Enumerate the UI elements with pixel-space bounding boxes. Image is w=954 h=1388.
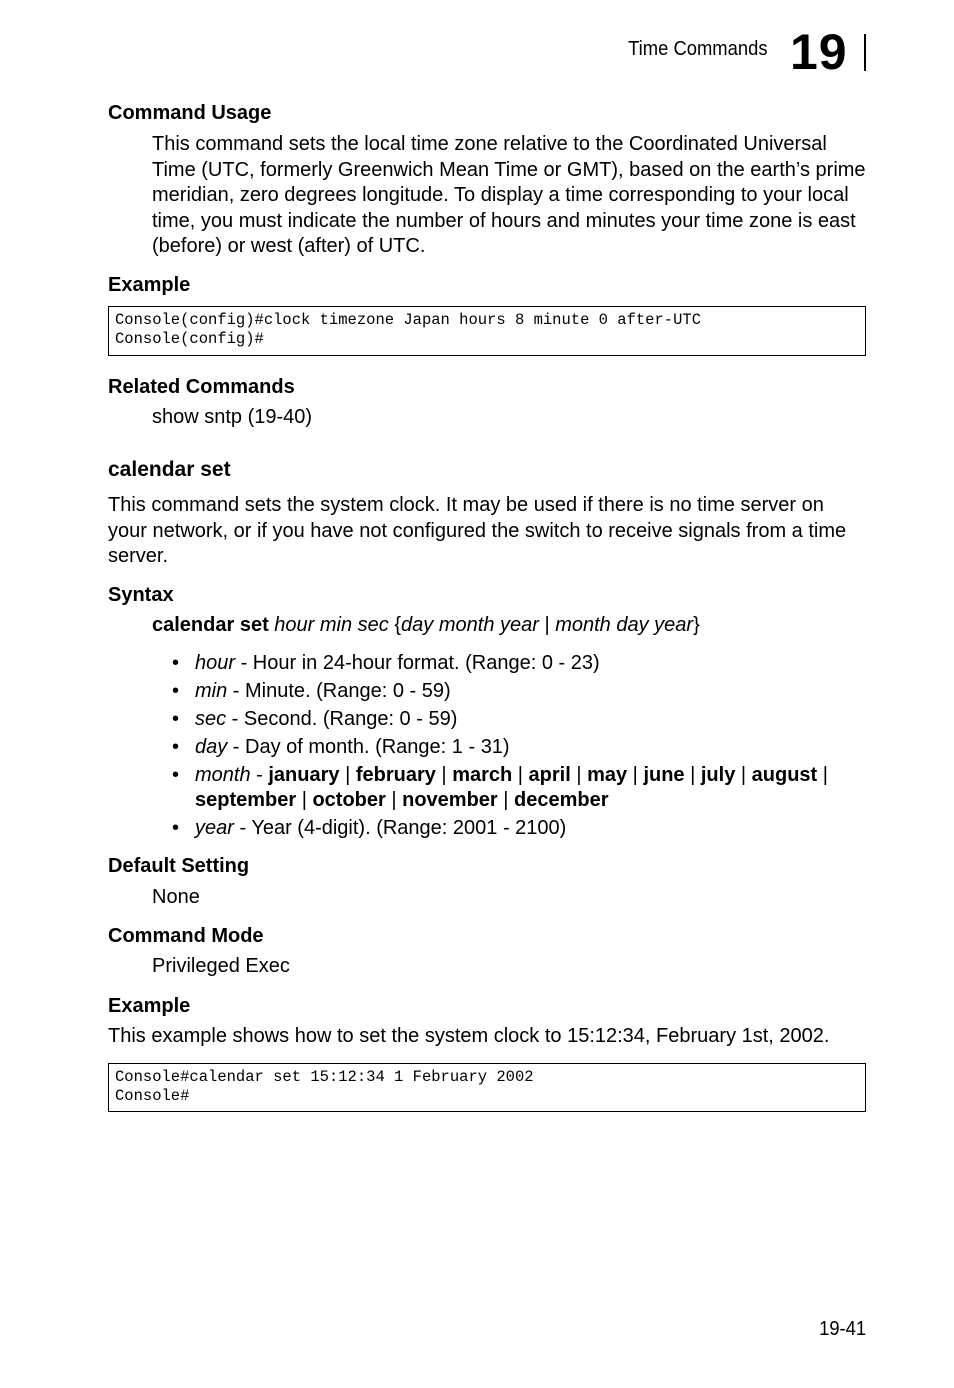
syntax-args: hour min sec xyxy=(274,614,389,636)
month-value: july xyxy=(700,764,736,786)
command-usage-text: This command sets the local time zone relative to the Coordinated Universal Time (UTC, formerly Greenwich Mean Time or GMT), based on the earth’s prime meridian, zero degrees longitude. To display a time corresponding to your local time, you must indicate the number of hours and minutes your time zone is east (before) or west (after) of UTC. xyxy=(152,133,866,257)
month-value: october xyxy=(312,789,386,811)
syntax-heading: Syntax xyxy=(108,584,174,606)
param-prefix: - xyxy=(250,764,269,786)
month-value: june xyxy=(643,764,685,786)
code-line: Console#calendar set 15:12:34 1 February 2002 xyxy=(115,1068,534,1086)
command-usage-heading: Command Usage xyxy=(108,102,272,124)
example-heading-2: Example xyxy=(108,995,191,1017)
month-value: may xyxy=(587,764,628,786)
syntax-alt-2: month day year xyxy=(555,614,694,636)
syntax-open-brace: { xyxy=(388,614,402,636)
chapter-number: 19 xyxy=(790,24,848,80)
month-value: february xyxy=(355,764,436,786)
month-value: april xyxy=(528,764,571,786)
code-line: Console(config)#clock timezone Japan hours 8 minute 0 after-UTC xyxy=(115,311,701,329)
running-title: Time Commands xyxy=(628,38,768,60)
param-name: sec xyxy=(195,708,227,730)
param-name: min xyxy=(195,680,228,702)
param-desc: - Second. (Range: 0 - 59) xyxy=(226,708,458,730)
param-desc: - Year (4-digit). (Range: 2001 - 2100) xyxy=(233,817,567,839)
bullet-icon: • xyxy=(172,708,180,730)
default-setting-text: None xyxy=(152,886,200,908)
page-number: 19-41 xyxy=(818,1318,866,1340)
command-mode-heading: Command Mode xyxy=(108,925,264,947)
param-name: month xyxy=(195,764,251,786)
list-item xyxy=(172,679,862,704)
month-value: september xyxy=(195,789,297,811)
month-values: january | february | march | april | may | june | july | august | september | october | november | december xyxy=(195,764,828,811)
param-desc: - Day of month. (Range: 1 - 31) xyxy=(227,736,510,758)
syntax-separator: | xyxy=(538,614,556,636)
example-description: This example shows how to set the system clock to 15:12:34, February 1st, 2002. xyxy=(108,1025,830,1047)
syntax-alt-1: day month year xyxy=(401,614,539,636)
bullet-icon: • xyxy=(172,817,180,839)
command-title: calendar set xyxy=(108,458,231,481)
bullet-icon: • xyxy=(172,680,180,702)
parameter-list xyxy=(172,651,862,844)
related-commands-text: show sntp (19-40) xyxy=(152,406,313,428)
month-value: november xyxy=(402,789,498,811)
param-name: year xyxy=(195,817,234,839)
example-code-block-2 xyxy=(108,1063,866,1112)
list-item xyxy=(172,735,862,760)
list-item xyxy=(172,816,862,841)
list-item xyxy=(172,707,862,732)
bullet-icon: • xyxy=(172,764,180,786)
related-commands-heading: Related Commands xyxy=(108,376,295,398)
code-line: Console(config)# xyxy=(115,330,264,348)
month-value: december xyxy=(514,789,609,811)
example-code-block-1 xyxy=(108,306,866,356)
month-value: august xyxy=(751,764,818,786)
default-setting-heading: Default Setting xyxy=(108,855,250,877)
param-desc: - Hour in 24-hour format. (Range: 0 - 23) xyxy=(235,652,600,674)
syntax-line xyxy=(152,613,867,639)
month-value: january xyxy=(268,764,340,786)
param-desc: - Minute. (Range: 0 - 59) xyxy=(227,680,451,702)
example-heading-1: Example xyxy=(108,274,191,296)
bullet-icon: • xyxy=(172,652,180,674)
command-description: This command sets the system clock. It may be used if there is no time server on your network, or if you have not configured the switch to receive signals from a time server. xyxy=(108,494,847,567)
code-line: Console# xyxy=(115,1087,190,1105)
syntax-command: calendar set xyxy=(152,614,269,636)
month-value: march xyxy=(452,764,513,786)
param-name: day xyxy=(195,736,228,758)
param-name: hour xyxy=(195,652,236,674)
list-item xyxy=(172,651,862,676)
command-mode-text: Privileged Exec xyxy=(152,955,290,977)
chapter-divider xyxy=(864,34,866,71)
bullet-icon: • xyxy=(172,736,180,758)
syntax-close-brace: } xyxy=(693,614,700,636)
list-item xyxy=(172,763,862,813)
